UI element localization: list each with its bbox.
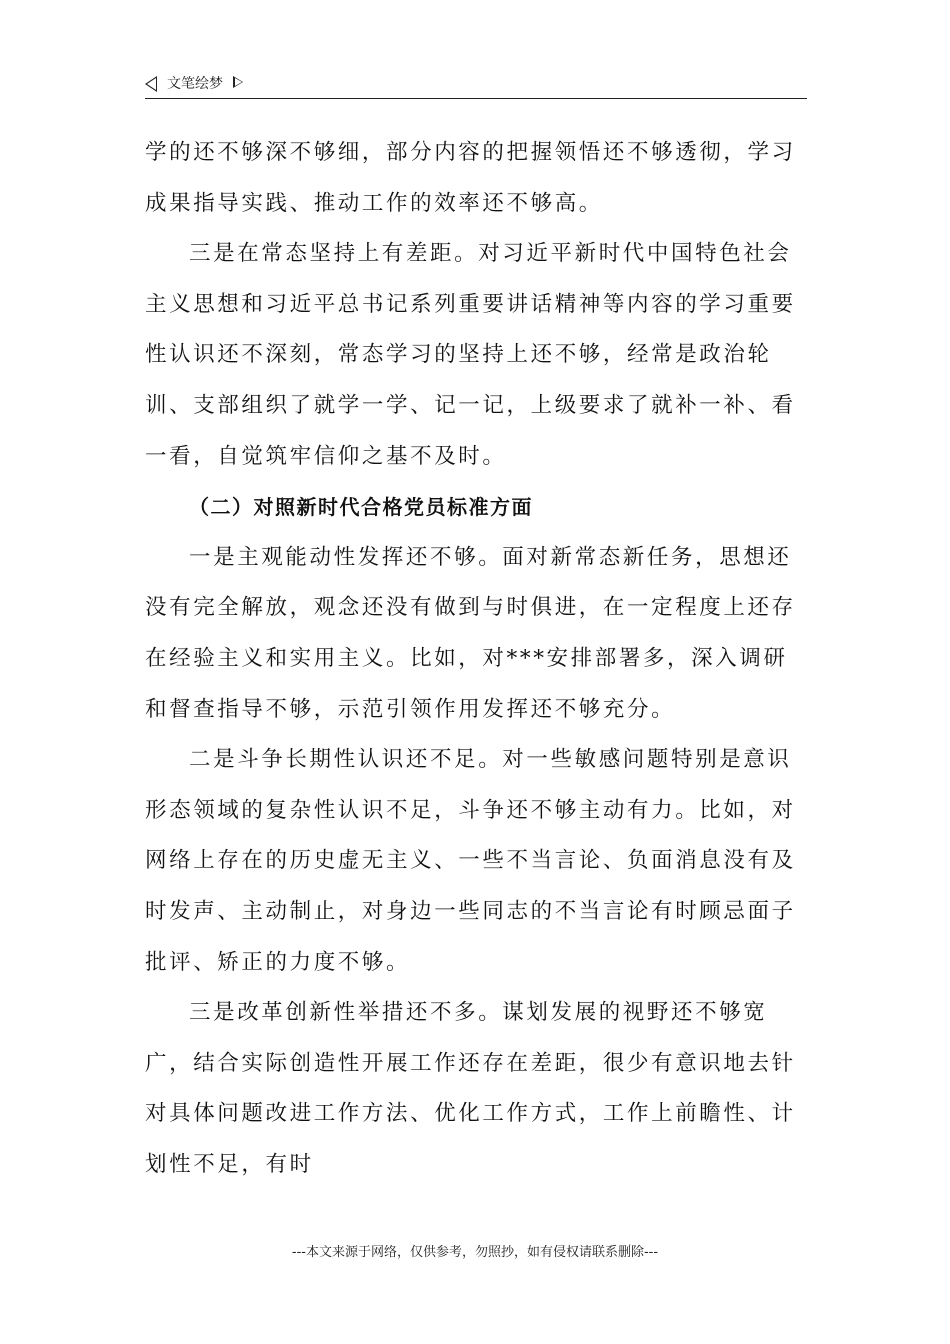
paragraph-point-one: 一是主观能动性发挥还不够。面对新常态新任务，思想还没有完全解放，观念还没有做到与时俱进，在一定程度上还存在经验主义和实用主义。比如，对***安排部署多，深入调研和督查指导不够，示范引领作用发挥还不够充分。 — [145, 544, 796, 722]
section-heading: （二）对照新时代合格党员标准方面 — [189, 495, 533, 520]
right-triangle-outline-icon — [233, 76, 243, 88]
document-body — [145, 128, 811, 1190]
left-triangle-outline-icon — [145, 76, 157, 92]
paragraph-point-two: 二是斗争长期性认识还不足。对一些敏感问题特别是意识形态领域的复杂性认识不足，斗争还不够主动有力。比如，对网络上存在的历史虚无主义、一些不当言论、负面消息没有及时发声、主动制止，对身边一些同志的不当言论有时顾忌面子批评、矫正的力度不够。 — [145, 747, 796, 975]
paragraph-point-three-reform: 三是改革创新性举措还不多。谋划发展的视野还不够宽广，结合实际创造性开展工作还存在差距，很少有意识地去针对具体问题改进工作方法、优化工作方式，工作上前瞻性、计划性不足，有时 — [145, 1000, 796, 1177]
page-header — [145, 72, 807, 99]
page-footer-notice: ---本文来源于网络，仅供参考，勿照抄，如有侵权请联系删除--- — [291, 1245, 659, 1260]
paragraph-point-three: 三是在常态坚持上有差距。对习近平新时代中国特色社会主义思想和习近平总书记系列重要讲话精神等内容的学习重要性认识还不深刻，常态学习的坚持上还不够，经常是政治轮训、支部组织了就学一学、记一记，上级要求了就补一补、看一看，自觉筑牢信仰之基不及时。 — [145, 241, 796, 469]
header-title: 文笔绘梦 — [167, 76, 223, 92]
paragraph-continued: 学的还不够深不够细，部分内容的把握领悟还不够透彻，学习成果指导实践、推动工作的效率还不够高。 — [145, 140, 796, 216]
